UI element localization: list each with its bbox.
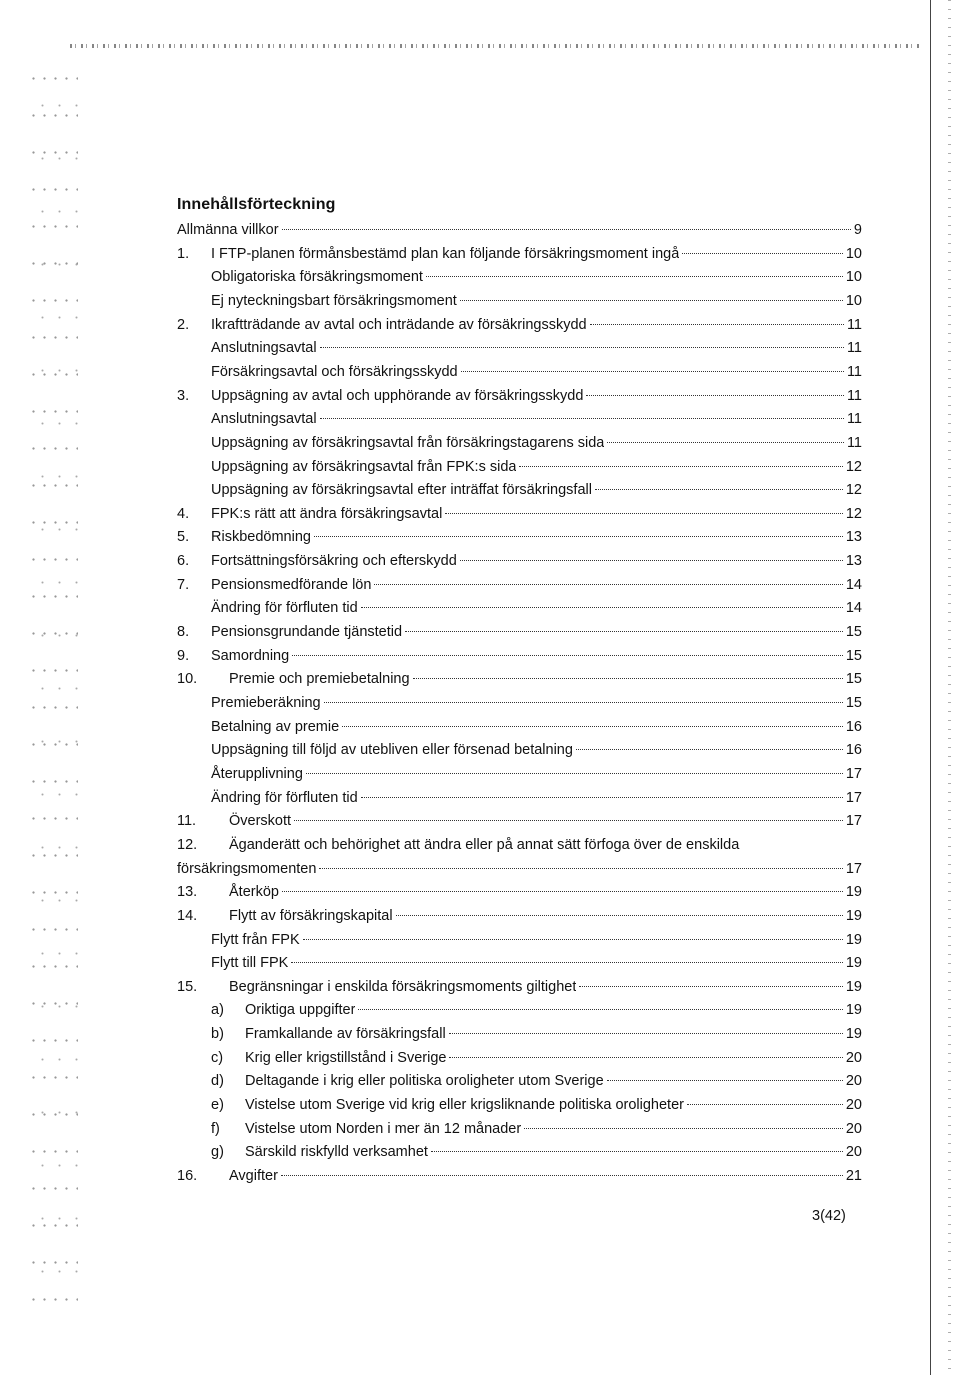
toc-entry-text: Uppsägning av försäkringsavtal från FPK:s sida [211,458,517,475]
toc-entry[interactable] [211,998,862,1022]
toc-entry-page: 13 [845,529,862,546]
toc-entry-number: a) [211,1002,224,1019]
toc-entry-page: 14 [845,600,862,617]
toc-entry-page: 17 [845,789,862,806]
toc-entry-number: 5. [177,529,190,546]
toc-entry[interactable] [177,313,862,337]
toc-entry-text: Överskott [229,813,292,830]
toc-entry-text: Krig eller krigstillstånd i Sverige [245,1049,447,1066]
toc-entry-number: 7. [177,576,190,593]
scan-edge-line [930,0,931,1375]
toc-entry-number: 9. [177,647,190,664]
toc-entry[interactable] [177,242,862,266]
dot-leader [449,1033,843,1034]
toc-entry-page: 15 [845,624,862,641]
dot-leader [460,300,843,301]
toc-entry-number: 3. [177,387,190,404]
toc-entry-page: 21 [845,1168,862,1184]
toc-entry[interactable] [177,975,862,999]
toc-entry-number: 13. [177,884,198,901]
toc-entry-text: Oriktiga uppgifter [245,1002,356,1019]
toc-entry-text: Pensionsgrundande tjänstetid [211,624,403,641]
toc-entry-page: 11 [846,434,862,451]
dot-leader [519,466,842,467]
toc-entry-text: Framkallande av försäkringsfall [245,1026,446,1043]
toc-entry-text: Obligatoriska försäkringsmoment [211,269,423,286]
dot-leader [461,371,844,372]
toc-entry[interactable] [177,644,862,668]
toc-entry[interactable] [211,1093,862,1117]
toc-entry[interactable] [211,786,862,810]
dot-leader [682,253,843,254]
toc-entry-page: 10 [845,269,862,286]
toc-entry-page: 19 [845,978,862,995]
dot-leader [590,324,844,325]
toc-entry-text: Samordning [211,647,290,664]
dot-leader [374,584,842,585]
dot-leader [607,1080,843,1081]
dot-leader [282,891,843,892]
toc-entry-number: 4. [177,505,190,522]
dot-leader [595,489,843,490]
toc-entry-text: Återköp [229,884,279,901]
toc-entry-page: 19 [845,1002,862,1019]
toc-entry[interactable] [211,596,862,620]
toc-entry[interactable] [211,738,862,762]
toc-entry[interactable] [211,478,862,502]
toc-entry[interactable] [177,880,862,904]
toc-entry-page: 15 [845,695,862,711]
toc-entry[interactable] [211,407,862,431]
dot-leader [314,536,843,537]
toc-entry-page: 17 [845,860,862,877]
toc-entry-number: b) [211,1026,224,1043]
scan-artifact-left [28,60,78,1320]
toc-entry-page: 19 [845,931,862,948]
toc-entry-page: 11 [846,411,862,428]
dot-leader [586,395,844,396]
dot-leader [361,797,843,798]
dot-leader [281,1175,843,1176]
dot-leader [396,915,843,916]
dot-leader [282,229,851,230]
dot-leader [342,726,843,727]
toc-entry-text: Pensionsmedförande lön [211,576,372,593]
toc-entry-text: Försäkringsavtal och försäkringsskydd [211,363,458,380]
toc-entry-page: 15 [845,647,862,664]
dot-leader [576,749,843,750]
toc-entry-page: 12 [845,505,862,522]
toc-entry-page: 17 [845,813,862,830]
toc-entry-number: 14. [177,907,198,924]
toc-entry[interactable] [211,336,862,360]
toc-entry-page: 17 [845,765,862,782]
toc-entry-text: Flytt till FPK [211,955,289,972]
toc-entry-text: Ikraftträdande av avtal och inträdande av försäkringsskydd [211,316,587,333]
toc-entry-page: 19 [845,884,862,901]
toc-entry-number: 10. [177,671,198,688]
scan-edge-dots [948,0,951,1375]
toc-entry-page: 10 [845,292,862,309]
toc-entry-text: I FTP-planen förmånsbestämd plan kan följande försäkringsmoment ingå [211,245,680,262]
toc-entry[interactable] [177,857,862,881]
toc-entry-text: Ändring för förfluten tid [211,789,358,806]
dot-leader [324,702,843,703]
toc-entry-number: 6. [177,553,190,570]
toc-entry[interactable] [177,833,739,857]
toc-entry[interactable] [177,218,862,242]
toc-entry-text: Uppsägning av avtal och upphörande av försäkringsskydd [211,387,584,404]
toc-entry-text: Deltagande i krig eller politiska oroligheter utom Sverige [245,1073,604,1090]
toc-entry-page: 20 [845,1120,862,1137]
toc-entry[interactable] [211,431,862,455]
toc-entry-text: Ändring för förfluten tid [211,600,358,617]
dot-leader [449,1057,842,1058]
dot-leader [445,513,843,514]
toc-entry[interactable] [177,809,862,833]
dot-leader [361,607,843,608]
toc-entry[interactable] [211,289,862,313]
toc-entry[interactable] [177,1164,862,1188]
toc-entry-page: 11 [846,363,862,380]
toc-entry-number: g) [211,1144,224,1161]
dot-leader [292,655,843,656]
page-number: 3(42) [812,1208,846,1224]
dot-leader [303,939,843,940]
dot-leader [320,418,844,419]
toc-entry[interactable] [211,360,862,384]
toc-entry[interactable] [211,715,862,739]
toc-entry-number: 12. [177,836,198,853]
toc-entry-text: Fortsättningsförsäkring och efterskydd [211,553,457,570]
toc-entry-number: 15. [177,978,198,995]
toc-entry-text: Äganderätt och behörighet att ändra eller på annat sätt förfoga över de enskilda [229,836,740,853]
toc-entry-page: 20 [845,1144,862,1161]
dot-leader [306,773,843,774]
toc-entry-page: 11 [846,340,862,357]
dot-leader [358,1009,842,1010]
toc-entry-number: 11. [177,813,197,830]
toc-entry-page: 10 [845,245,862,262]
dot-leader [687,1104,843,1105]
toc-entry-page: 16 [845,718,862,735]
toc-entry-number: c) [211,1049,224,1066]
toc-entry-page: 19 [845,1026,862,1043]
toc-entry-page: 11 [846,387,862,404]
dot-leader [579,986,842,987]
toc-entry-text: FPK:s rätt att ändra försäkringsavtal [211,505,443,522]
dot-leader [291,962,843,963]
toc-entry-text: Riskbedömning [211,529,311,546]
dot-leader [294,820,843,821]
toc-entry[interactable] [211,265,862,289]
toc-entry-text: Begränsningar i enskilda försäkringsmoments giltighet [229,978,577,995]
toc-entry-text: Flytt från FPK [211,931,300,948]
toc-entry-text: Uppsägning av försäkringsavtal efter inträffat försäkringsfall [211,482,592,499]
toc-entry[interactable] [177,573,862,597]
toc-entry-page: 20 [845,1073,862,1090]
dot-leader [413,678,843,679]
toc-entry-number: 1. [177,245,190,262]
toc-entry-number: 2. [177,316,190,333]
toc-entry-text: Vistelse utom Sverige vid krig eller krigsliknande politiska oroligheter [245,1097,684,1114]
toc-entry-number: 16. [177,1168,198,1184]
toc-entry[interactable] [211,1069,862,1093]
toc-entry-page: 20 [845,1049,862,1066]
toc-entry[interactable] [211,691,862,715]
dot-leader [426,276,843,277]
toc-entry-text: Flytt av försäkringskapital [229,907,393,924]
toc-entry[interactable] [177,904,862,928]
toc-entry[interactable] [211,1140,862,1164]
toc-entry[interactable] [177,620,862,644]
toc-entry-text: Avgifter [229,1168,278,1184]
toc-entry-text: Allmänna villkor [177,222,279,238]
dot-leader [460,560,843,561]
toc-entry-number: e) [211,1097,224,1114]
toc-entry-page: 15 [845,671,862,688]
toc-entry-text: Särskild riskfylld verksamhet [245,1144,428,1161]
dot-leader [607,442,844,443]
toc-entry-text: Betalning av premie [211,718,340,735]
toc-entry-number: d) [211,1073,224,1090]
dot-leader [320,347,844,348]
dot-leader [319,868,842,869]
toc-entry-text: Uppsägning till följd av utebliven eller försenad betalning [211,742,573,759]
toc-entry[interactable] [211,1117,862,1141]
toc-entry-text: Återupplivning [211,765,303,782]
toc-entry[interactable] [211,762,862,786]
toc-entry-text: Anslutningsavtal [211,340,317,357]
toc-entry[interactable] [211,951,862,975]
toc-entry-page: 14 [845,576,862,593]
dot-leader [524,1128,843,1129]
toc-entry[interactable] [177,667,862,691]
toc-entry[interactable] [211,928,862,952]
toc-entry[interactable] [211,455,862,479]
toc-entry-page: 12 [845,482,862,499]
toc-entry-page: 19 [845,955,862,972]
toc-entry-page: 12 [845,458,862,475]
toc-entry[interactable] [177,384,862,408]
toc-entry[interactable] [211,1022,862,1046]
toc-entry-page: 19 [845,907,862,924]
toc-entry-page: 16 [845,742,862,759]
dot-leader [405,631,843,632]
toc-entry-text: försäkringsmomenten [177,860,317,877]
toc-entry[interactable] [177,502,862,526]
toc-entry[interactable] [211,1046,862,1070]
toc-entry-text: Uppsägning av försäkringsavtal från försäkringstagarens sida [211,434,605,451]
toc-entry-text: Ej nyteckningsbart försäkringsmoment [211,292,457,309]
toc-entry-page: 11 [846,316,862,333]
toc-entry-page: 13 [845,553,862,570]
toc-entry-text: Anslutningsavtal [211,411,317,428]
toc-entry-text: Premie och premiebetalning [229,671,410,688]
toc-entry[interactable] [177,549,862,573]
toc-entry-page: 20 [845,1097,862,1114]
toc-entry[interactable] [177,525,862,549]
scan-artifact-top [70,44,920,48]
toc-entry-page: 9 [853,222,862,238]
toc-entry-text: Vistelse utom Norden i mer än 12 månader [245,1120,522,1137]
dot-leader [431,1151,843,1152]
toc-entry-number: 8. [177,624,190,641]
toc-entry-number: f) [211,1120,220,1137]
toc-title: Innehållsförteckning [177,196,336,213]
toc-entry-text: Premieberäkning [211,695,321,711]
